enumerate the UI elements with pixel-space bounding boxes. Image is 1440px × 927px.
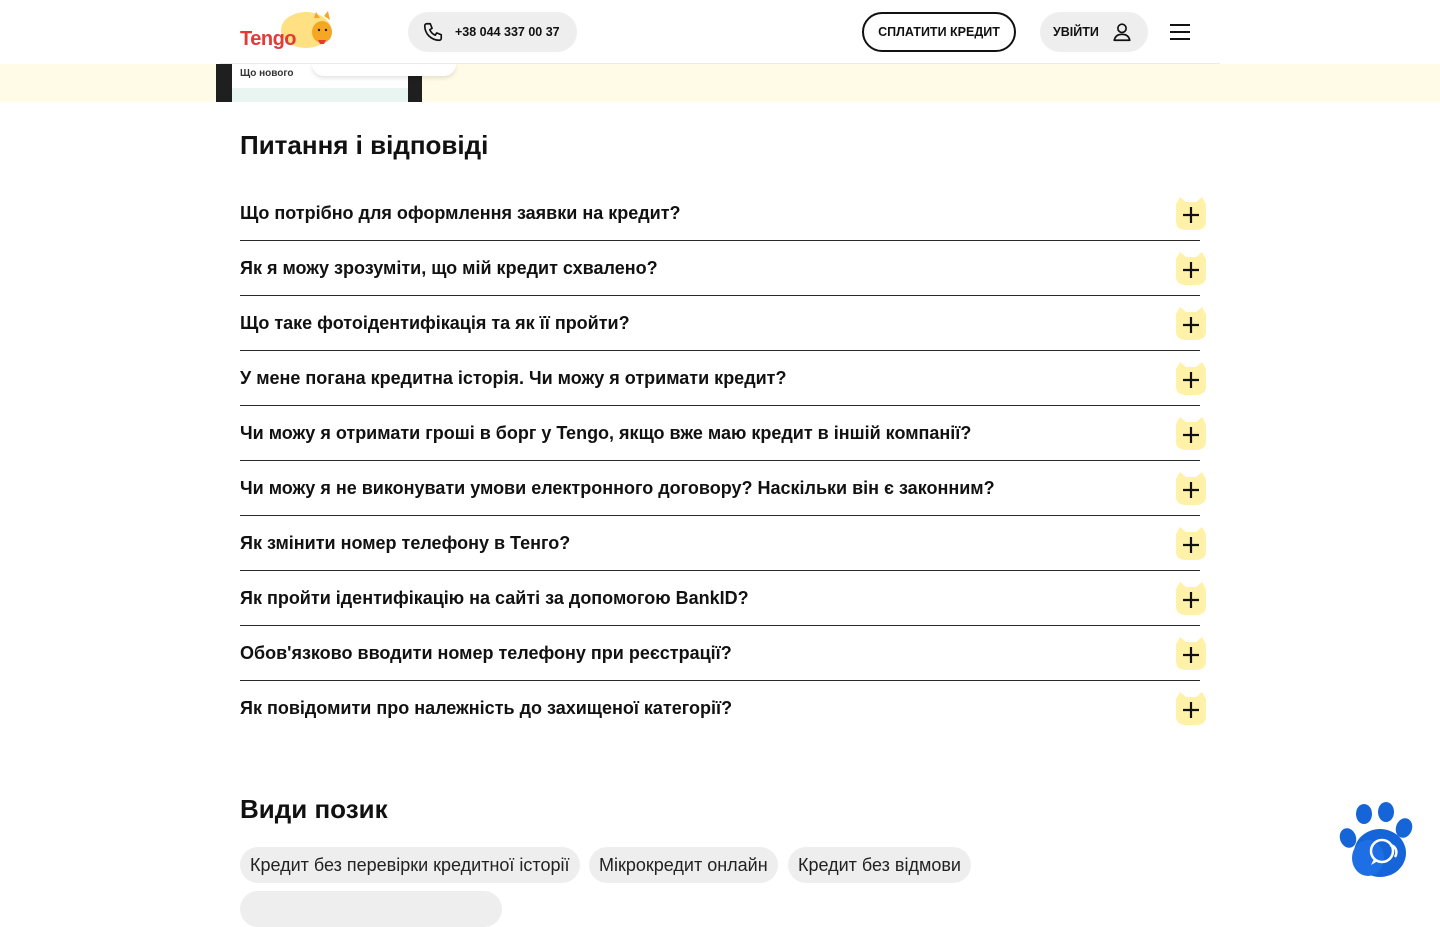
faq-item[interactable] — [240, 406, 1200, 461]
faq-question: Як повідомити про належність до захищеної категорії? — [240, 698, 733, 718]
user-icon — [1111, 21, 1133, 43]
phone-icon — [422, 21, 444, 43]
plus-icon[interactable] — [1174, 361, 1208, 397]
faq-item[interactable] — [240, 626, 1200, 681]
faq-title: Питання і відповіді — [240, 130, 489, 160]
loan-type-tag[interactable]: Кредит без перевірки кредитної історії — [240, 847, 580, 883]
login-label: УВІЙТИ — [1053, 25, 1099, 39]
faq-item[interactable] — [240, 351, 1200, 406]
faq-question: Як пройти ідентифікацію на сайті за допомогою BankID? — [240, 588, 749, 608]
faq-question: Як змінити номер телефону в Тенго? — [240, 533, 571, 553]
plus-icon[interactable] — [1174, 471, 1208, 507]
phone-popup-card — [312, 64, 456, 76]
plus-icon[interactable] — [1174, 251, 1208, 287]
faq-item[interactable] — [240, 296, 1200, 351]
phone-screen-label: Що нового — [240, 68, 294, 79]
header-divider — [220, 63, 1220, 64]
faq-list — [240, 186, 1200, 735]
plus-icon[interactable] — [1174, 196, 1208, 232]
faq-item[interactable] — [240, 186, 1200, 241]
faq-question: Чи можу я отримати гроші в борг у Tengo, якщо вже маю кредит в іншій компанії? — [240, 423, 972, 443]
faq-question: Як я можу зрозуміти, що мій кредит схвалено? — [240, 258, 658, 278]
loan-type-tag[interactable]: Мікрокредит онлайн — [589, 847, 778, 883]
faq-question: Що потрібно для оформлення заявки на кредит? — [240, 203, 681, 223]
tengo-logo[interactable] — [240, 12, 332, 52]
plus-icon[interactable] — [1174, 526, 1208, 562]
faq-question: Що таке фотоідентифікація та як її пройти? — [240, 313, 630, 333]
plus-icon[interactable] — [1174, 416, 1208, 452]
faq-item[interactable] — [240, 241, 1200, 296]
plus-icon[interactable] — [1174, 581, 1208, 617]
paw-chat-icon[interactable] — [1334, 798, 1418, 882]
phone-screen-footer — [232, 88, 408, 102]
pay-credit-button[interactable]: СПЛАТИТИ КРЕДИТ — [862, 12, 1016, 52]
faq-item[interactable] — [240, 571, 1200, 626]
loan-types-title: Види позик — [240, 794, 388, 824]
faq-question: Чи можу я не виконувати умови електронного договору? Наскільки він є законним? — [240, 478, 995, 498]
plus-icon[interactable] — [1174, 691, 1208, 727]
plus-icon[interactable] — [1174, 636, 1208, 672]
logo-wordmark: Tengo — [240, 28, 297, 50]
faq-item[interactable] — [240, 516, 1200, 571]
site-header — [0, 0, 1440, 64]
faq-question: Обов'язково вводити номер телефону при реєстрації? — [240, 643, 732, 663]
loan-type-tag[interactable]: Кредит без відмови — [788, 847, 971, 883]
phone-contact-button[interactable] — [408, 12, 577, 52]
plus-icon[interactable] — [1174, 306, 1208, 342]
faq-question: У мене погана кредитна історія. Чи можу я отримати кредит? — [240, 368, 787, 388]
hamburger-menu-icon[interactable] — [1168, 21, 1192, 43]
faq-item[interactable] — [240, 681, 1200, 735]
loan-type-tag[interactable] — [240, 891, 502, 927]
faq-item[interactable] — [240, 461, 1200, 516]
login-button[interactable] — [1040, 12, 1148, 52]
phone-number: +38 044 337 00 37 — [455, 25, 560, 39]
